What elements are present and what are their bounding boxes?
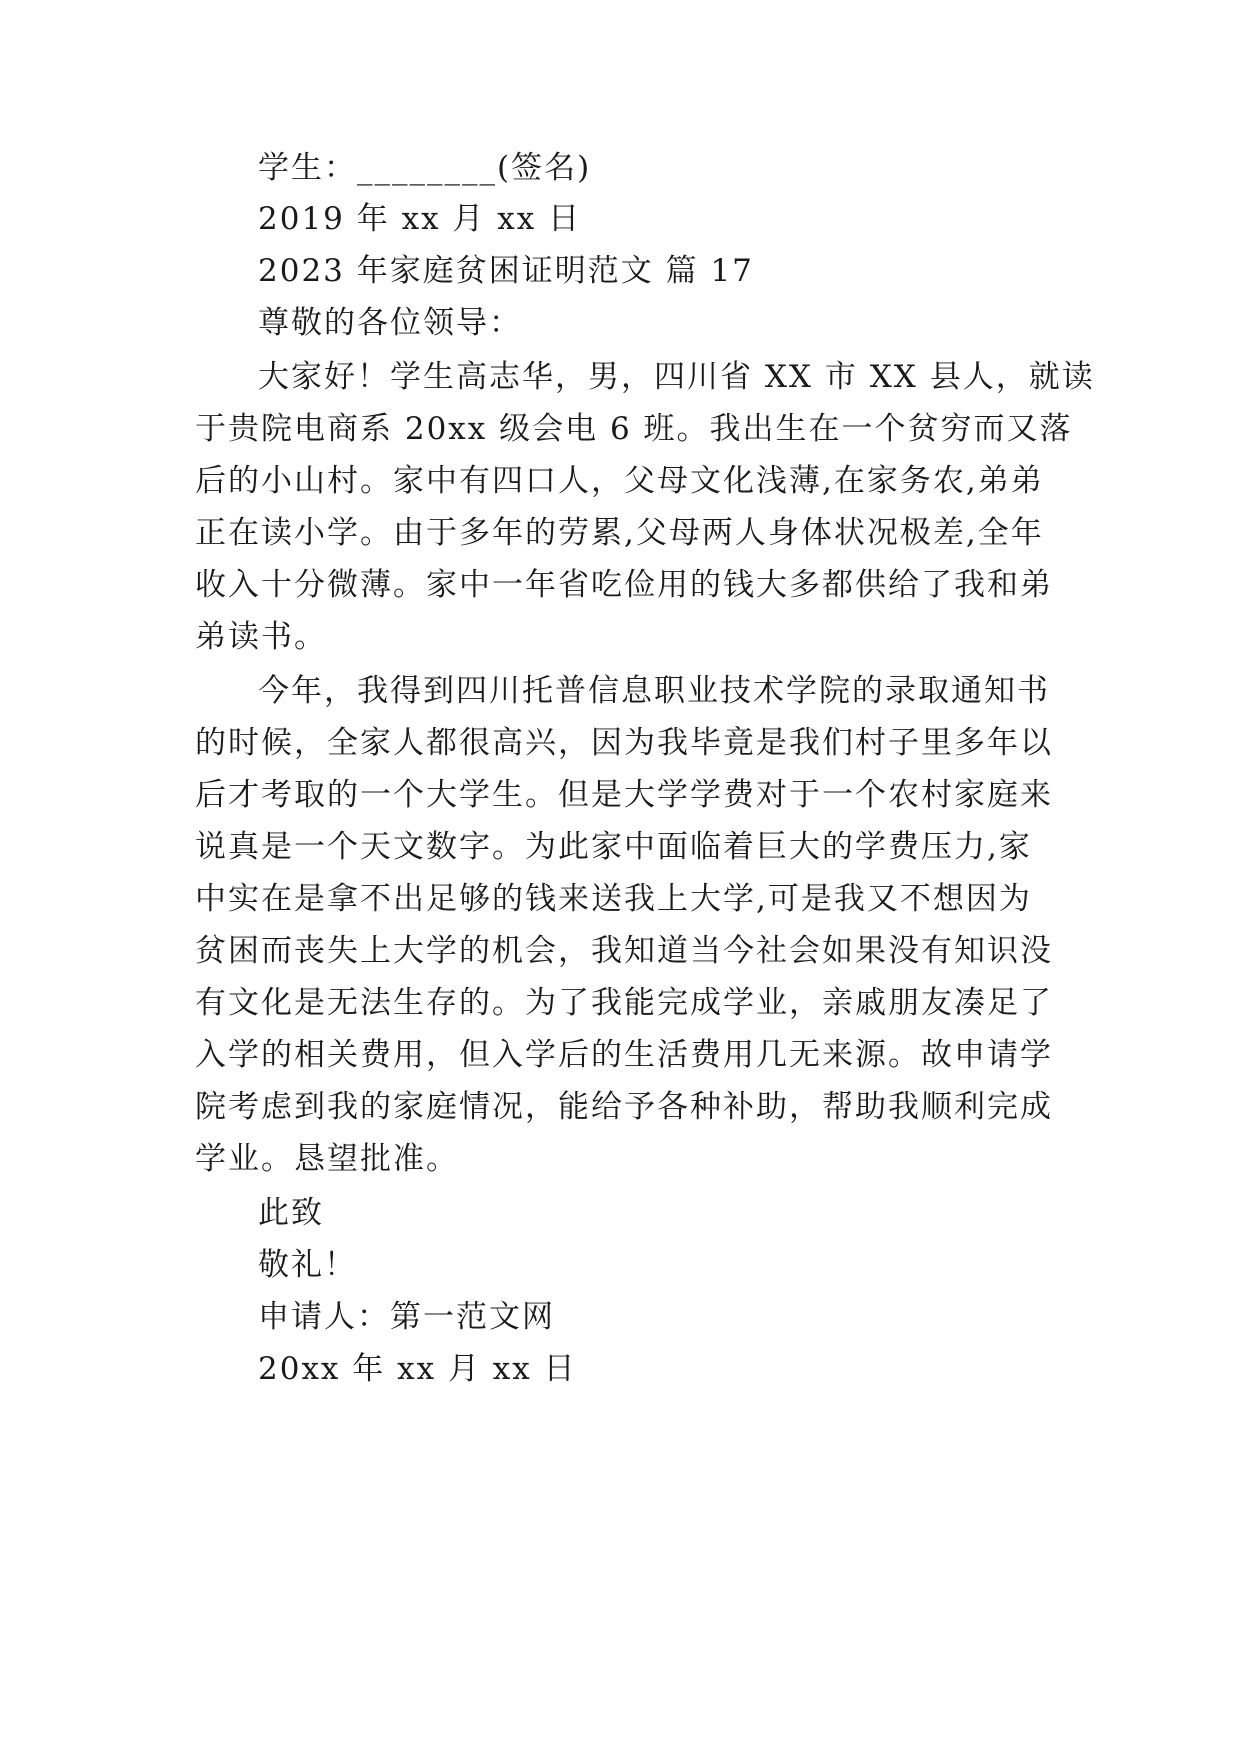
salutation: 尊敬的各位领导： bbox=[258, 305, 522, 341]
paragraph-line: 正在读小学。由于多年的劳累,父母两人身体状况极差,全年 bbox=[195, 515, 1044, 551]
paragraph-line: 后才考取的一个大学生。但是大学学费对于一个农村家庭来 bbox=[195, 777, 1053, 813]
closing-date: 20xx 年 xx 月 xx 日 bbox=[258, 1351, 577, 1387]
paragraph-line: 有文化是无法生存的。为了我能完成学业，亲戚朋友凑足了 bbox=[195, 985, 1053, 1021]
paragraph-line: 院考虑到我的家庭情况，能给予各种补助，帮助我顺利完成 bbox=[195, 1089, 1053, 1125]
closing-line-1: 此致 bbox=[258, 1195, 324, 1231]
paragraph-line: 弟读书。 bbox=[195, 619, 327, 655]
paragraph-line: 中实在是拿不出足够的钱来送我上大学,可是我又不想因为 bbox=[195, 881, 1032, 917]
applicant-name: 申请人：第一范文网 bbox=[258, 1299, 555, 1335]
paragraph-line: 入学的相关费用，但入学后的生活费用几无来源。故申请学 bbox=[195, 1037, 1053, 1073]
signature-blank: ________ bbox=[357, 150, 497, 186]
paragraph-line: 今年，我得到四川托普信息职业技术学院的录取通知书 bbox=[258, 673, 1050, 709]
paragraph-line: 收入十分微薄。家中一年省吃俭用的钱大多都供给了我和弟 bbox=[195, 567, 1053, 603]
paragraph-line: 贫困而丧失上大学的机会，我知道当今社会如果没有知识没 bbox=[195, 933, 1053, 969]
student-signature-line bbox=[258, 148, 1118, 188]
paragraph-line: 说真是一个天文数字。为此家中面临着巨大的学费压力,家 bbox=[195, 829, 1032, 865]
paragraph-line: 的时候，全家人都很高兴，因为我毕竟是我们村子里多年以 bbox=[195, 725, 1053, 761]
paragraph-line: 于贵院电商系 20xx 级会电 6 班。我出生在一个贫穷而又落 bbox=[195, 411, 1073, 447]
student-label: 学生： bbox=[258, 150, 357, 186]
paragraph-line: 大家好！学生高志华，男，四川省 XX 市 XX 县人，就读 bbox=[258, 359, 1095, 395]
paragraph-line: 学业。恳望批准。 bbox=[195, 1141, 459, 1177]
closing-line-2: 敬礼！ bbox=[258, 1247, 357, 1283]
signature-date: 2019 年 xx 月 xx 日 bbox=[258, 201, 582, 237]
signature-note: (签名) bbox=[497, 150, 592, 186]
document-title: 2023 年家庭贫困证明范文 篇 17 bbox=[258, 253, 754, 289]
paragraph-line: 后的小山村。家中有四口人，父母文化浅薄,在家务农,弟弟 bbox=[195, 463, 1044, 499]
